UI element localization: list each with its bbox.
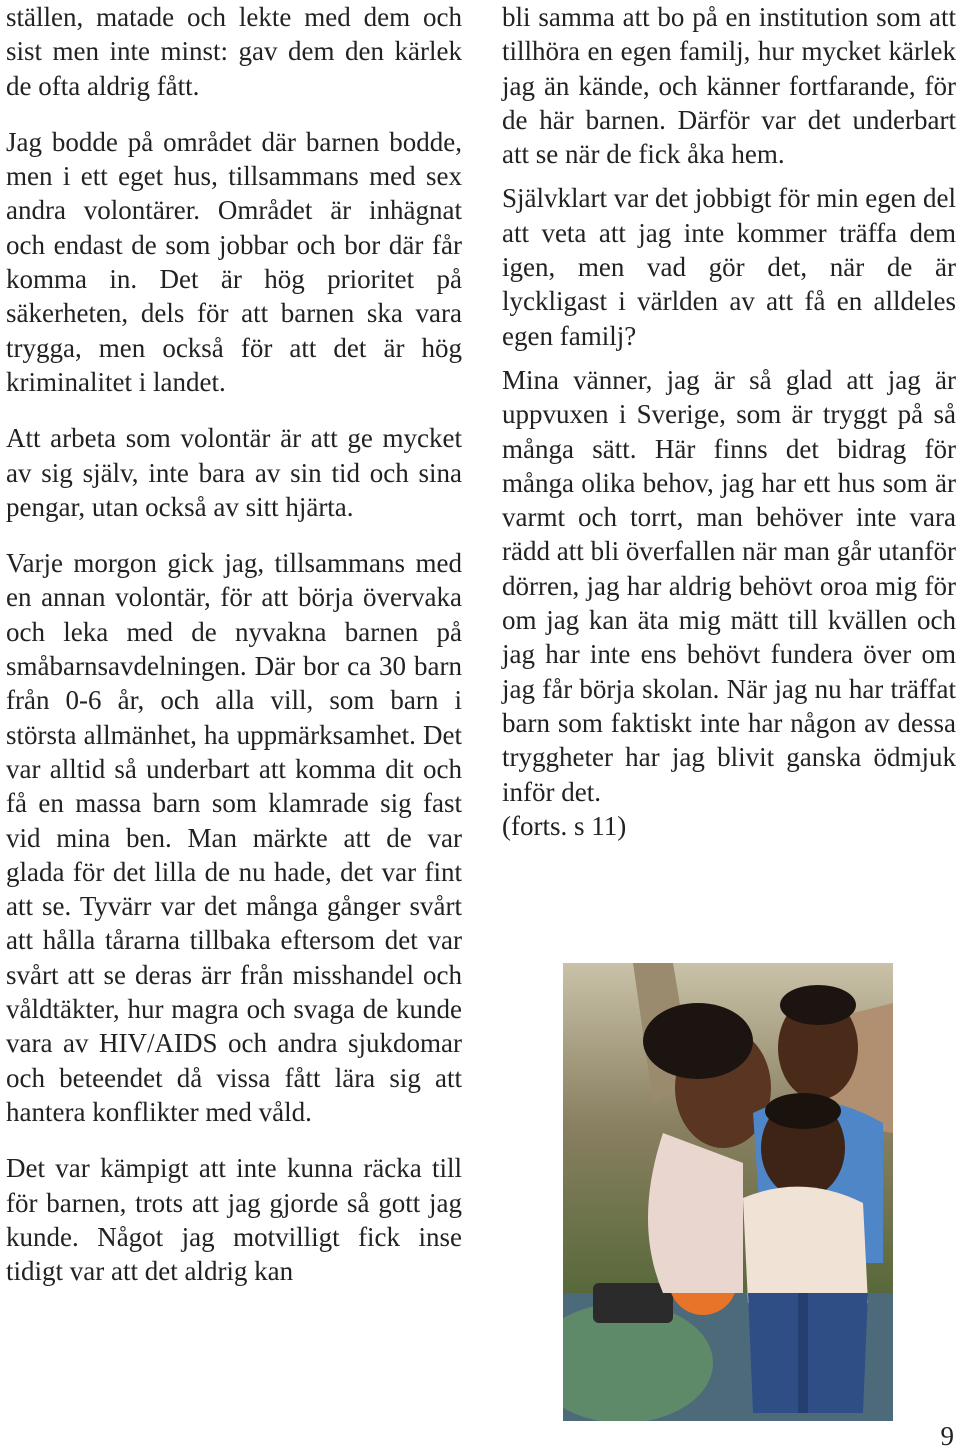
left-column: [6, 0, 462, 1288]
body-paragraph: ställen, matade och lekte med dem och sist men inte minst: gav dem den kärlek de ofta aldrig fått.: [6, 2, 462, 101]
body-paragraph: Jag bodde på området där barnen bodde, men i ett eget hus, tillsammans med sex andra volontärer. Området är inhägnat och endast de som jobbar och bor där får komma in. Det är hög prioritet på säkerheten, dels för att barnen ska vara trygga, men också för att det är hög kriminalitet i landet.: [6, 126, 462, 397]
body-paragraph: Att arbeta som volontär är att ge mycket av sig själv, inte bara av sin tid och sina pengar, utan också av sitt hjärta.: [6, 423, 462, 522]
children-photo: [563, 963, 893, 1421]
body-paragraph: Mina vänner, jag är så glad att jag är uppvuxen i Sverige, som är tryggt på så många sätt. Här finns det bidrag för många olika behov, jag har ett hus som är varmt och torrt, man behöver inte vara rädd att bli överfallen när man går utanför dörren, jag har aldrig behövt oroa mig för om jag kan äta mig mätt till kvällen och jag har inte ens behövt fundera över om jag får börja skolan. När jag nu har träffat barn som faktiskt inte har någon av dessa tryggheter har jag blivit ganska ödmjuk inför det.: [502, 364, 956, 807]
body-paragraph: Varje morgon gick jag, tillsammans med en annan volontär, för att börja övervaka och leka med de nyvakna barnen på småbarnsavdelningen. Där bor ca 30 barn från 0-6 år, och alla vill, som barn i största allmänhet, ha uppmärksamhet. Det var alltid så underbart att komma dit och få en massa barn som klamrade sig fast vid mina ben. Man märkte att de var glada för det lilla de nu hade, det var fint att se. Tyvärr var det många gånger svårt att hålla tårarna tillbaka eftersom det var svårt att se deras ärr från misshandel och våldtäkter, hur magra och svaga de kunde vara av HIV/AIDS och andra sjukdomar och beteendet då vissa fått lära sig att hantera konflikter med våld.: [6, 548, 462, 1127]
page-number: 9: [940, 1421, 954, 1451]
body-paragraph: bli samma att bo på en institution som att tillhöra en egen familj, hur mycket kärlek jag än kände, och känner fortfarande, för de här barnen. Därför var det underbart att se när de fick åka hem.: [502, 2, 956, 170]
right-column: [502, 0, 956, 843]
body-paragraph: Det var kämpigt att inte kunna räcka till för barnen, trots att jag gjorde så gott jag kunde. Något jag motvilligt fick inse tidigt var att det aldrig kan: [6, 1153, 462, 1287]
body-paragraph: Självklart var det jobbigt för min egen del att veta att jag inte kommer träffa dem igen, men vad gör det, när de är lyckligast i världen av att få en alldeles egen familj?: [502, 183, 956, 351]
continuation-note: (forts. s 11): [502, 810, 627, 841]
